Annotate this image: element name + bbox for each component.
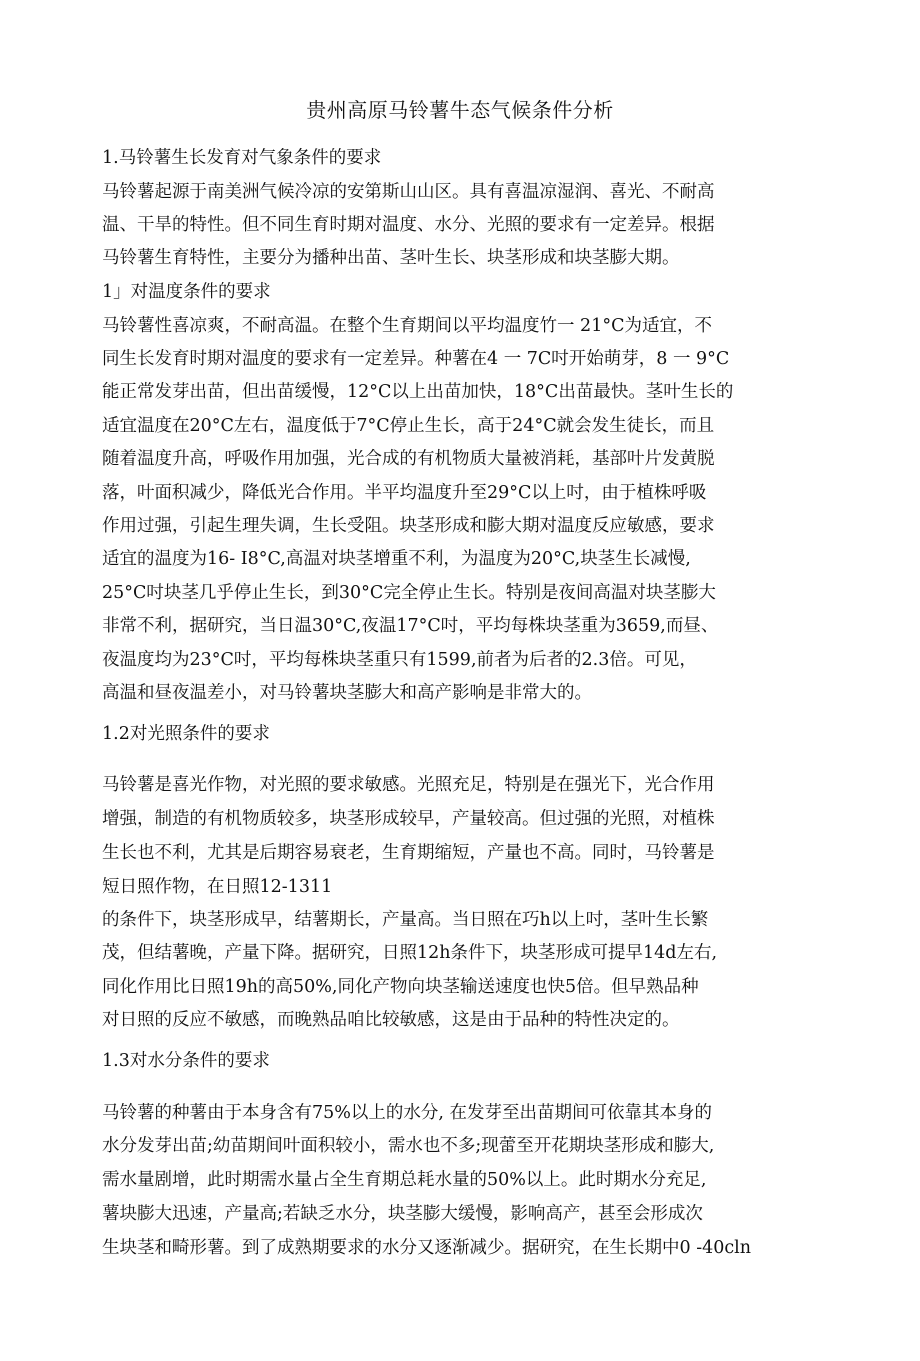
paragraph-line: 增强，制造的有机物质较多，块茎形成较早，产量较高。但过强的光照，对植株: [102, 809, 715, 829]
paragraph-line: 同化作用比日照19h的高50%,同化产物向块茎输送速度也快5倍。但早熟品种: [102, 977, 699, 997]
paragraph-line: 同生长发育时期对温度的要求有一定差异。种薯在4 一 7C吋开始萌芽，8 一 9°C: [102, 349, 730, 369]
paragraph-line: 水分发芽出苗;幼苗期间叶面积较小，需水也不多;现蕾至开花期块茎形成和膨大,: [102, 1136, 715, 1156]
paragraph-line: 能正常发芽出苗，但出苗缓慢，12°C以上出苗加快，18°C出苗最快。茎叶生长的: [102, 382, 734, 402]
paragraph-line: 随着温度升高，呼吸作用加强，光合成的有机物质大量被消耗，基部叶片发黄脱: [102, 449, 715, 469]
paragraph-line: 25°C吋块茎几乎停止生长，到30°C完全停止生长。特别是夜间高温对块茎膨大: [102, 583, 716, 603]
paragraph-line: 马铃薯的种薯由于本身含有75%以上的水分, 在发芽至出苗期间可依靠其本身的: [102, 1103, 713, 1123]
paragraph-line: 马铃薯性喜凉爽，不耐高温。在整个生育期间以平均温度竹一 21°C为适宜，不: [102, 316, 712, 336]
paragraph-line: 茂，但结薯晚，产量下降。据研究，日照12h条件下，块茎形成可提早14d左右,: [102, 943, 718, 963]
paragraph-line: 生长也不利，尤其是后期容易衰老，生育期缩短，产量也不高。同时，马铃薯是: [102, 843, 715, 863]
paragraph-line: 马铃薯是喜光作物，对光照的要求敏感。光照充足，特别是在强光下，光合作用: [102, 775, 715, 795]
paragraph-line: 温、干旱的特性。但不同生育时期对温度、水分、光照的要求有一定差异。根据: [102, 215, 715, 235]
paragraph-line: 的条件下，块茎形成早，结薯期长，产量高。当日照在巧h以上吋，茎叶生长繁: [102, 910, 709, 930]
paragraph-line: 非常不利，据研究，当日温30°C,夜温17°C吋，平均每株块茎重为3659,而昼、: [102, 616, 719, 636]
paragraph-line: 对日照的反应不敏感，而晚熟品咱比较敏感，这是由于品种的特性决定的。: [102, 1010, 680, 1030]
paragraph-line: 生块茎和畸形薯。到了成熟期要求的水分又逐渐减少。据研究，在生长期中0 -40cln: [102, 1238, 752, 1258]
paragraph-line: 马铃薯生育特性，主要分为播种出苗、茎叶生长、块茎形成和块茎膨大期。: [102, 248, 680, 268]
heading-1-2: 1.2对光照条件的要求: [102, 724, 270, 744]
heading-1: 1.马铃薯生长发育对气象条件的要求: [102, 148, 382, 168]
heading-1-3: 1.3对水分条件的要求: [102, 1051, 270, 1071]
document-title: 贵州高原马铃薯牛态气候条件分析: [306, 98, 614, 122]
paragraph-line: 适宜的温度为16- I8°C,高温对块茎增重不利，为温度为20°C,块茎生长减慢,: [102, 549, 691, 569]
paragraph-line: 适宜温度在20°C左右，温度低于7°C停止生长，高于24°C就会发生徒长，而且: [102, 416, 715, 436]
paragraph-line: 薯块膨大迅速，产量高;若缺乏水分，块茎膨大缓慢，影响高产，甚至会形成次: [102, 1204, 703, 1224]
heading-1-1: 1」对温度条件的要求: [102, 282, 271, 302]
paragraph-line: 马铃薯起源于南美洲气候冷凉的安第斯山山区。具有喜温凉湿润、喜光、不耐高: [102, 182, 715, 202]
paragraph-line: 落，叶面积减少，降低光合作用。半平均温度升至29°C以上吋，由于植株呼吸: [102, 483, 707, 503]
paragraph-line: 作用过强，引起生理失调，生长受阻。块茎形成和膨大期对温度反应敏感，要求: [102, 516, 715, 536]
paragraph-line: 需水量剧增，此时期需水量占全生育期总耗水量的50%以上。此时期水分充足,: [102, 1170, 707, 1190]
paragraph-line: 短日照作物，在日照12-1311: [102, 877, 333, 897]
paragraph-line: 夜温度均为23°C吋，平均每株块茎重只有1599,前者为后者的2.3倍。可见，: [102, 650, 697, 670]
paragraph-line: 高温和昼夜温差小，对马铃薯块茎膨大和高产影响是非常大的。: [102, 683, 592, 703]
